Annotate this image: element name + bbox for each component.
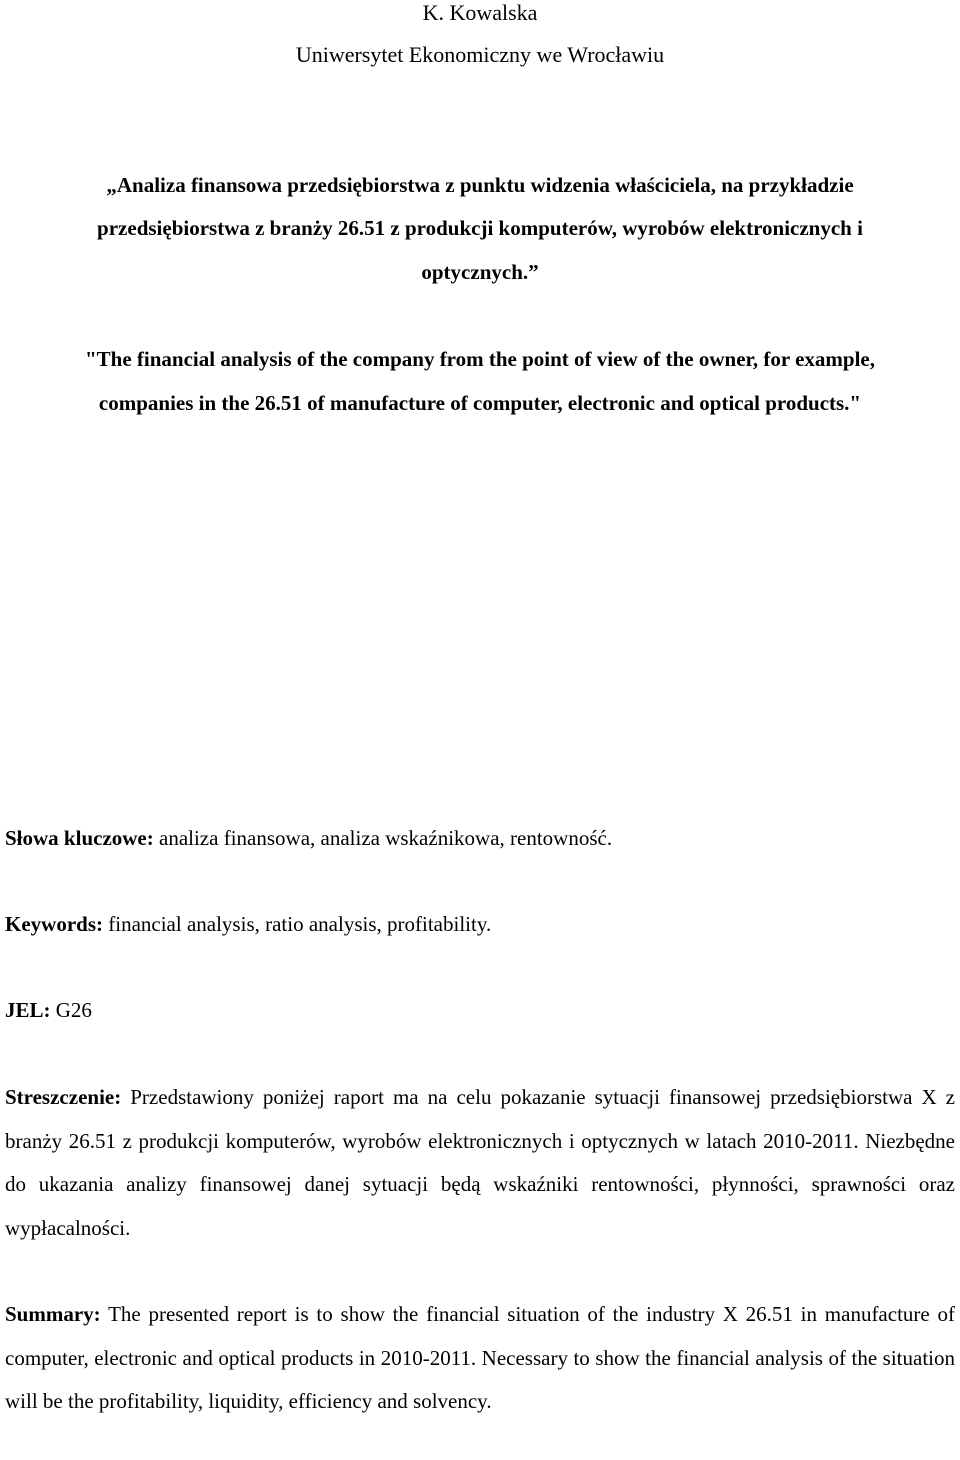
keywords-polish-text: analiza finansowa, analiza wskaźnikowa, rentowność. [153, 826, 613, 850]
author-affiliation: Uniwersytet Ekonomiczny we Wrocławiu [295, 42, 665, 67]
jel-label: JEL: [5, 998, 51, 1022]
jel-text: G26 [50, 998, 92, 1022]
abstract-polish-text: Przedstawiony poniżej raport ma na celu pokazanie sytuacji finansowej przedsiębiorstwa X z branży 26.51 z produkcji komputerów, wyrobów elektronicznych i optycznych w latach 2010-2011. Niezbędne do ukazania analizy finansowej danej sytuacji będą wskaźniki rentowności, płynności, sprawności oraz wypłacalności. [5, 1085, 955, 1240]
summary-english [5, 1293, 955, 1424]
summary-english-text: The presented report is to show the financial situation of the industry X 26.51 in manufacture of computer, electronic and optical products in 2010-2011. Necessary to show the financial analysis of the situation will be the profitability, liquidity, efficiency and solvency. [5, 1302, 955, 1413]
abstract-polish [5, 1076, 955, 1250]
title-polish-line: przedsiębiorstwa z branży 26.51 z produkcji komputerów, wyrobów elektronicznych i [97, 216, 863, 240]
keywords-polish [5, 828, 612, 849]
title-polish-line: „Analiza finansowa przedsiębiorstwa z punktu widzenia właściciela, na przykładzie [106, 173, 854, 197]
title-english-line: companies in the 26.51 of manufacture of computer, electronic and optical products." [98, 391, 862, 415]
title-polish-line: optycznych.” [421, 260, 539, 284]
abstract-polish-label: Streszczenie: [5, 1085, 122, 1109]
summary-english-label: Summary: [5, 1302, 101, 1326]
keywords-english [5, 914, 491, 935]
author-name: K. Kowalska [422, 0, 538, 25]
keywords-english-text: financial analysis, ratio analysis, profitability. [103, 912, 492, 936]
keywords-polish-label: Słowa kluczowe: [5, 826, 154, 850]
jel-code [5, 1000, 92, 1021]
title-english-line: "The financial analysis of the company from the point of view of the owner, for example, [85, 347, 875, 371]
keywords-english-label: Keywords: [5, 912, 103, 936]
